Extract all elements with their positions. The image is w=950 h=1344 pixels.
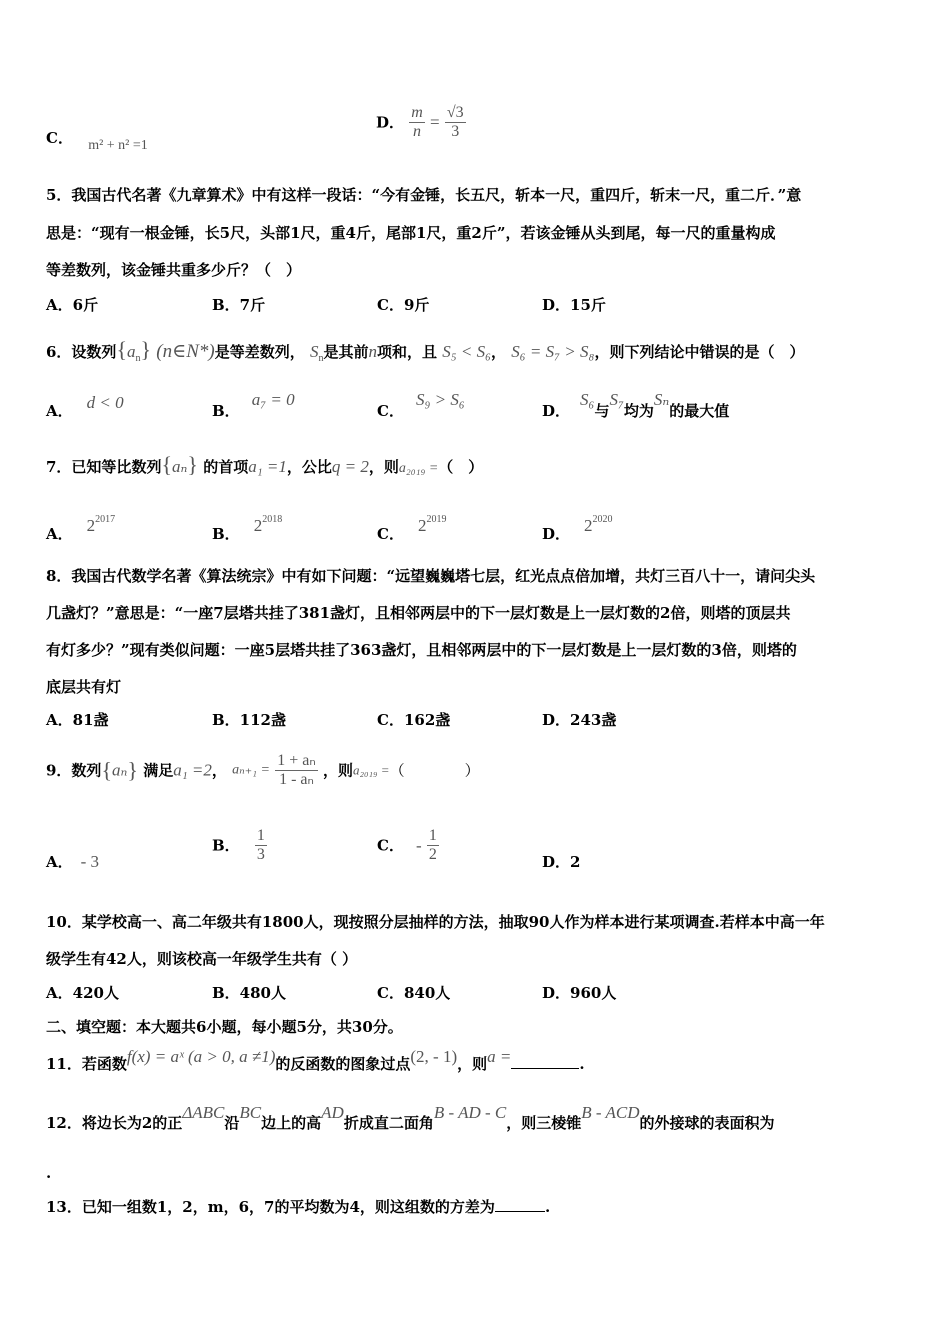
q5-option-a[interactable]: A．6斤 (46, 296, 99, 314)
q9-option-d[interactable]: D．2 (542, 853, 581, 871)
q5-line-2: 思是：“现有一根金锤，长5尺，头部1尺，重4斤，尾部1尺，重2斤”，若该金锤从头到尾，每一尺的重量构成 (46, 224, 776, 242)
q7-option-d[interactable]: D． $2^{2020}$ (542, 514, 613, 543)
q8-line-4: 底层共有灯 (46, 678, 122, 696)
q12-stem: 12．将边长为2的正ΔABC沿BC边上的高AD折成直二面角B - AD - C，则三棱锥B - ACD的外接球的表面积为 (46, 1103, 775, 1132)
q5-option-c[interactable]: C．9斤 (377, 296, 430, 314)
q8-option-d[interactable]: D．243盏 (542, 711, 617, 729)
q13-answer-blank[interactable] (495, 1211, 545, 1212)
q10-option-d[interactable]: D．960人 (542, 984, 617, 1002)
q11-stem: 11．若函数f(x) = aˣ (a > 0, a ≠1)的反函数的图象过点(2, - 1)，则a = . (46, 1047, 585, 1073)
q5-option-b[interactable]: B．7斤 (212, 296, 266, 314)
q9-stem: 9．数列{aₙ} 满足a₁ =2， aₙ₊₁ = $\frac{\text{1 + aₙ}}{\text{1 - aₙ}}$ ，则a₂₀₁₉ =（ ） (46, 752, 480, 788)
q5-line-3: 等差数列，该金锤共重多少斤？（ ） (46, 261, 302, 279)
q9-option-c[interactable]: C． - $\frac{1}{2}$ (377, 827, 437, 863)
q8-option-a[interactable]: A．81盏 (46, 711, 109, 729)
q13-stem: 13．已知一组数1，2，m，6，7的平均数为4，则这组数的方差为 . (46, 1198, 551, 1216)
q8-line-2: 几盏灯？”意思是：“一座7层塔共挂了381盏灯，且相邻两层中的下一层灯数是上一层灯数的2倍，则塔的顶层共 (46, 604, 791, 622)
q9-recurrence-fraction: $\frac{\text{1 + aₙ}}{\text{1 - aₙ}}$ (277, 752, 316, 788)
q7-option-c[interactable]: C． $2^{2019}$ (377, 514, 447, 543)
q12-end-dot: . (46, 1164, 52, 1182)
q8-option-b[interactable]: B．112盏 (212, 711, 286, 729)
q9-option-b[interactable]: B． $\frac{1}{3}$ (212, 827, 265, 863)
q9-option-b-fraction: $\frac{1}{3}$ (256, 827, 265, 863)
q10-line-1: 10．某学校高一、高二年级共有1800人，现按照分层抽样的方法，抽取90人作为样本进行某项调查.若样本中高一年 (46, 913, 825, 931)
q4-option-d-lhs: $\frac{m}{n}$ (411, 104, 423, 140)
q7-stem: 7．已知等比数列{aₙ} 的首项a₁ =1，公比q = 2，则a₂₀₁₉ =（ ） (46, 452, 484, 477)
q8-line-3: 有灯多少？”现有类似问题：一座5层塔共挂了363盏灯，且相邻两层中的下一层灯数是上一层灯数的3倍，则塔的 (46, 641, 797, 659)
q8-option-c[interactable]: C．162盏 (377, 711, 451, 729)
q4-option-c[interactable]: C． m² + n² =1 (46, 129, 148, 153)
q4-option-c-expr: m² + n² =1 (88, 138, 148, 153)
q7-option-b[interactable]: B． $2^{2018}$ (212, 514, 283, 543)
q11-answer-blank[interactable] (511, 1068, 579, 1069)
q4-option-d-rhs: $\frac{√3}{3}$ (446, 104, 464, 140)
q5-line-1: 5．我国古代名著《九章算术》中有这样一段话：“今有金锤，长五尺，斩本一尺，重四斤，斩末一尺，重二斤．”意 (46, 186, 802, 204)
q6-stem: 6．设数列$\{a_n\}$ (n∈N*)是等差数列， $S_n$是其前n项和，且 S₅ < S₆， S₆ = S₇ > S₈，则下列结论中错误的是（ ） (46, 337, 805, 364)
q4-option-d[interactable]: D． $\frac{m}{n}$ = $\frac{√3}{3}$ (376, 104, 464, 140)
q6-option-b[interactable]: B．a₇ = 0 (212, 390, 295, 420)
q7-option-a[interactable]: A． $2^{2017}$ (46, 514, 116, 543)
q10-option-c[interactable]: C．840人 (377, 984, 451, 1002)
q5-option-d[interactable]: D．15斤 (542, 296, 606, 314)
section-heading-fill-in: 二、填空题：本大题共6小题，每小题5分，共30分。 (46, 1018, 403, 1036)
q10-line-2: 级学生有42人，则该校高一年级学生共有（ ） (46, 950, 358, 968)
q8-line-1: 8．我国古代数学名著《算法统宗》中有如下问题：“远望巍巍塔七层，红光点点倍加增，共灯三百八十一，请问尖头 (46, 567, 816, 585)
q6-option-a[interactable]: A． d < 0 (46, 393, 124, 420)
q10-option-a[interactable]: A．420人 (46, 984, 119, 1002)
q9-option-a[interactable]: A． - 3 (46, 852, 100, 871)
q10-option-b[interactable]: B．480人 (212, 984, 286, 1002)
q9-option-c-fraction: $\frac{1}{2}$ (428, 827, 437, 863)
q6-option-d[interactable]: D．S₆与S₇均为Sₙ的最大值 (542, 390, 730, 420)
q6-option-c[interactable]: C．S₉ > S₆ (377, 390, 465, 420)
